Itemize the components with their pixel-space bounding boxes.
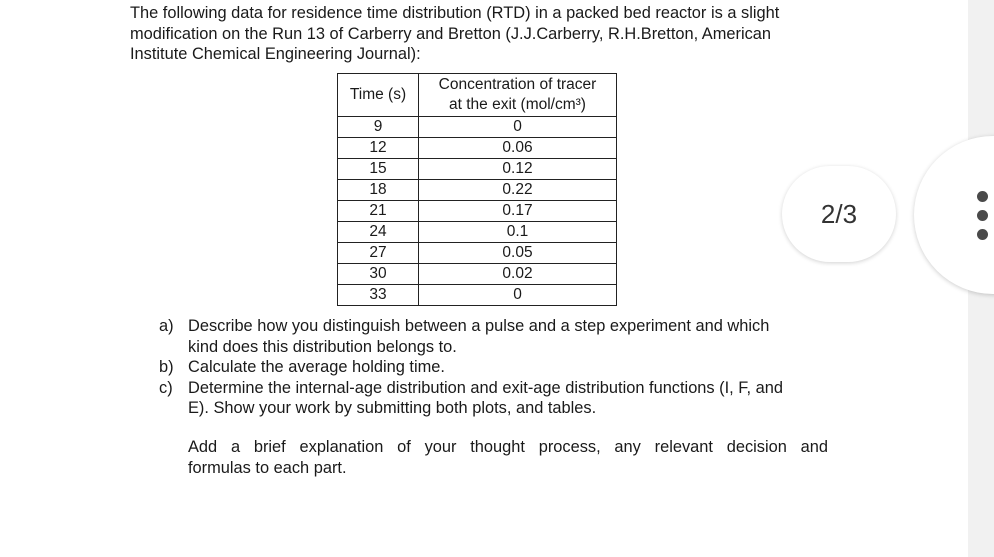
header-concentration-line-2: at the exit (mol/cm³) (449, 96, 586, 113)
question-letter: b) (159, 358, 174, 376)
time-cell: 9 (338, 117, 419, 138)
dot-icon (977, 191, 988, 202)
question-text (188, 357, 839, 378)
table-row (338, 138, 617, 159)
table-row (338, 222, 617, 243)
table-header-row (338, 74, 617, 117)
question-b (159, 357, 839, 378)
question-a (159, 316, 839, 357)
time-cell: 33 (338, 285, 419, 306)
question-line-1: Calculate the average holding time. (188, 358, 445, 376)
intro-line-1: The following data for residence time distribution (RTD) in a packed bed reactor is a slight (130, 4, 780, 22)
concentration-cell: 0.05 (419, 243, 617, 264)
table-row (338, 285, 617, 306)
concentration-cell: 0.22 (419, 180, 617, 201)
header-concentration (419, 74, 617, 117)
time-cell: 30 (338, 264, 419, 285)
note-line-2: formulas to each part. (188, 458, 347, 477)
question-line-1: Determine the internal-age distribution and exit-age distribution functions (I, F, and (188, 378, 783, 397)
table-row (338, 243, 617, 264)
question-letter: a) (159, 317, 174, 335)
header-concentration-line-1: Concentration of tracer (438, 76, 597, 93)
question-text (188, 316, 839, 357)
time-cell: 27 (338, 243, 419, 264)
rtd-data-table (337, 73, 617, 306)
time-cell: 21 (338, 201, 419, 222)
concentration-cell: 0 (419, 285, 617, 306)
table-row (338, 159, 617, 180)
table-row (338, 201, 617, 222)
concentration-cell: 0.02 (419, 264, 617, 285)
time-cell: 15 (338, 159, 419, 180)
concentration-cell: 0.17 (419, 201, 617, 222)
table-row (338, 180, 617, 201)
header-time: Time (s) (338, 74, 419, 117)
question-line-2: kind does this distribution belongs to. (188, 337, 457, 356)
page-indicator (782, 166, 896, 262)
dot-icon (977, 210, 988, 221)
intro-paragraph (130, 3, 830, 65)
question-letter: c) (159, 378, 173, 397)
concentration-cell: 0.06 (419, 138, 617, 159)
time-cell: 24 (338, 222, 419, 243)
question-list (159, 316, 839, 419)
table-row (338, 264, 617, 285)
concentration-cell: 0.12 (419, 159, 617, 180)
question-line-2: E). Show your work by submitting both plots, and tables. (188, 399, 597, 417)
page-indicator-label: 2/3 (820, 198, 858, 229)
instructions-note (188, 437, 828, 478)
note-line-1: Add a brief explanation of your thought process, any relevant decision and (188, 438, 828, 456)
intro-line-3: Institute Chemical Engineering Journal): (130, 45, 421, 63)
question-line-1: Describe how you distinguish between a pulse and a step experiment and which (188, 317, 770, 335)
table-row (338, 117, 617, 138)
concentration-cell: 0 (419, 117, 617, 138)
concentration-cell: 0.1 (419, 222, 617, 243)
dot-icon (977, 229, 988, 240)
time-cell: 18 (338, 180, 419, 201)
intro-line-2: modification on the Run 13 of Carberry and Bretton (J.J.Carberry, R.H.Bretton, American (130, 24, 772, 43)
time-cell: 12 (338, 138, 419, 159)
question-c (159, 378, 839, 419)
question-text (188, 378, 839, 419)
